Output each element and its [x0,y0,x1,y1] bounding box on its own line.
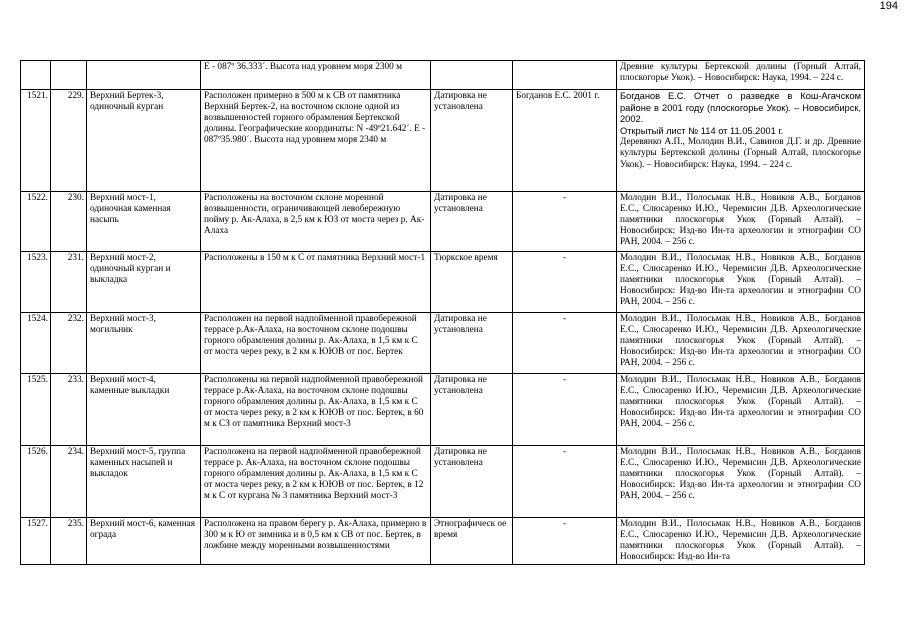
author-cell: - [513,192,617,252]
monument-name-cell: Верхний мост-4, каменные выкладки [87,374,201,446]
registry-number-cell: 1522. [21,192,51,252]
monument-name-cell: Верхний мост-1, одиночная каменная насыпь [87,192,201,252]
literature-cell [617,192,865,252]
registry-number-cell: 1524. [21,313,51,374]
literature-entry: Молодин В.И., Полосьмак Н.В., Новиков А.В., Богданов Е.С., Слюсаренко И.Ю., Черемисин Д.В. Археологические памятники плоскогорья Укок (Горный Алтай). – Новосибирск: Изд-во Ин-та археологии и этнографии СО РАН, 2004. – 256 с. [620,253,861,308]
registry-number-cell: 1521. [21,90,51,192]
literature-cell [617,252,865,313]
location-cell: Расположены в 150 м к С от памятника Верхний мост-1 [201,252,431,313]
dating-cell: Датировка не установлена [431,192,513,252]
location-cell: Расположена на правом берегу р. Ак-Алаха, примерно в 300 м к Ю от зимника и в 0,5 км к СВ от пос. Бертек, в ложбине между моренными возвышенностями [201,518,431,565]
literature-cell [617,374,865,446]
table-row [21,192,865,252]
dating-cell: Датировка не установлена [431,90,513,192]
registry-number-cell: 1526. [21,446,51,518]
literature-entry: Молодин В.И., Полосьмак Н.В., Новиков А.В., Богданов Е.С., Слюсаренко И.Ю., Черемисин Д.В. Археологические памятники плоскогорья Укок (Горный Алтай). – Новосибирск: Изд-во Ин-та археологии и этнографии СО РАН, 2004. – 256 с. [620,193,861,248]
literature-entry: Молодин В.И., Полосьмак Н.В., Новиков А.В., Богданов Е.С., Слюсаренко И.Ю., Черемисин Д.В. Археологические памятники плоскогорья Укок (Горный Алтай). – Новосибирск: Изд-во Ин-та археологии и этнографии СО РАН, 2004. – 256 с. [620,447,861,502]
author-cell [513,61,617,90]
registry-body [21,61,865,565]
author-cell: - [513,518,617,565]
literature-entry: Древние культуры Бертекской долины (Горный Алтай, плоскогорье Укок). – Новосибирск: Наука, 1994. – 224 с. [620,62,861,84]
literature-cell [617,446,865,518]
literature-entry: Богданов Е.С. Отчет о разведке в Кош-Агачском районе в 2001 году (плоскогорье Укок). – Новосибирск, 2002. [620,91,861,125]
author-cell: - [513,252,617,313]
literature-entry: Молодин В.И., Полосьмак Н.В., Новиков А.В., Богданов Е.С., Слюсаренко И.Ю., Черемисин Д.В. Археологические памятники плоскогорья Укок (Горный Алтай). – Новосибирск: Изд-во Ин-та археологии и этнографии СО РАН, 2004. – 256 с. [620,375,861,430]
literature-entry: Молодин В.И., Полосьмак Н.В., Новиков А.В., Богданов Е.С., Слюсаренко И.Ю., Черемисин Д.В. Археологические памятники плоскогорья Укок (Горный Алтай). – Новосибирск: Изд-во Ин-та [620,519,861,563]
table-row [21,446,865,518]
site-number-cell: 230. [51,192,87,252]
literature-cell [617,90,865,192]
registry-number-cell [21,61,51,90]
site-number-cell: 234. [51,446,87,518]
author-cell: - [513,374,617,446]
monument-name-cell: Верхний мост-5, группа каменных насыпей и выкладок [87,446,201,518]
author-cell: Богданов Е.С. 2001 г. [513,90,617,192]
site-number-cell [51,61,87,90]
literature-cell [617,313,865,374]
dating-cell: Датировка не установлена [431,374,513,446]
monument-name-cell [87,61,201,90]
location-cell: Расположен примерно в 500 м к СВ от памятника Верхний Бертек-2, на восточном склоне одной из возвышенностей горного обрамления Бертекской долины. Географические координаты: N -49º21.642´. Е - 087º35.980´. Высота над уровнем моря 2340 м [201,90,431,192]
literature-entry: Молодин В.И., Полосьмак Н.В., Новиков А.В., Богданов Е.С., Слюсаренко И.Ю., Черемисин Д.В. Археологические памятники плоскогорья Укок (Горный Алтай). – Новосибирск: Изд-во Ин-та археологии и этнографии СО РАН, 2004. – 256 с. [620,314,861,369]
location-cell: Расположена на первой надпойменной правобережной террасе р. Ак-Алаха, на восточном склоне подошвы горного обрамления долины р. Ак-Алаха, в 1,5 км к С от моста через реку, в 2 км к ЮЮВ от пос. Бертек, в 12 м к С от кургана № 3 памятника Верхний мост-3 [201,446,431,518]
table-row [21,90,865,192]
location-cell: Расположены на восточном склоне моренной возвышенности, ограничивающей левобережную пойму р. Ак-Алаха, в 2,5 км к ЮЗ от моста через р. Ак-Алаха [201,192,431,252]
site-number-cell: 231. [51,252,87,313]
site-number-cell: 232. [51,313,87,374]
table-row [21,61,865,90]
page-number: 194 [879,0,898,12]
monument-name-cell: Верхний мост-2, одиночный курган и выкладка [87,252,201,313]
registry-number-cell: 1527. [21,518,51,565]
site-number-cell: 233. [51,374,87,446]
registry-number-cell: 1523. [21,252,51,313]
dating-cell: Этнографическ ое время [431,518,513,565]
location-cell: Расположены на первой надпойменной правобережной террасе р.Ак-Алаха, на восточном склоне подошвы горного обрамления долины р. Ак-Алаха, в 1,5 км к С от моста через реку, в 2 км к ЮЮВ от пос. Бертек, в 60 м к СЗ от памятника Верхний мост-3 [201,374,431,446]
monument-name-cell: Верхний Бертек-3, одиночный курган [87,90,201,192]
location-cell: Е - 087º 36.333´. Высота над уровнем моря 2300 м [201,61,431,90]
monument-name-cell: Верхний мост-6, каменная ограда [87,518,201,565]
dating-cell [431,61,513,90]
author-cell: - [513,446,617,518]
literature-entry: Открытый лист № 114 от 11.05.2001 г. [620,125,784,136]
dating-cell: Тюркское время [431,252,513,313]
table-row [21,374,865,446]
monument-registry-table [20,60,865,565]
location-cell: Расположен на первой надпойменной правобережной террасе р.Ак-Алаха, на восточном склоне подошвы горного обрамления долины р. Ак-Алаха, в 1,5 км к С от моста через реку, в 2 км к ЮЮВ от пос. Бертек [201,313,431,374]
table-row [21,313,865,374]
author-cell: - [513,313,617,374]
site-number-cell: 229. [51,90,87,192]
table-row [21,518,865,565]
literature-cell [617,518,865,565]
literature-entry: Деревянко А.П., Молодин В.И., Савинов Д.Г. и др. Древние культуры Бертекской долины (Горный Алтай, плоскогорье Укок). – Новосибирск: Наука, 1994. – 224 с. [620,137,861,170]
site-number-cell: 235. [51,518,87,565]
dating-cell: Датировка не установлена [431,446,513,518]
literature-cell [617,61,865,90]
monument-name-cell: Верхний мост-3, могильник [87,313,201,374]
table-row [21,252,865,313]
dating-cell: Датировка не установлена [431,313,513,374]
registry-number-cell: 1525. [21,374,51,446]
